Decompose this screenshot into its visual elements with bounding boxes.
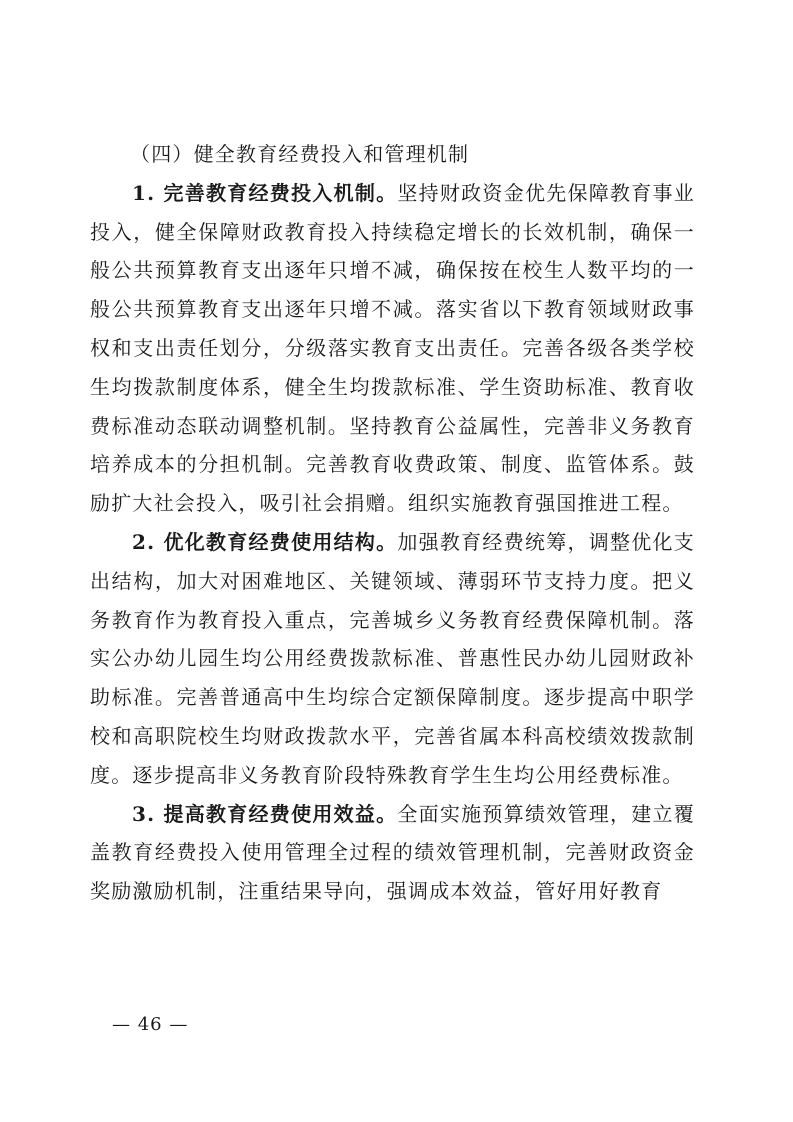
paragraph-1 xyxy=(90,174,695,523)
paragraph-3 xyxy=(90,795,695,911)
paragraph-1-lead: 1. 完善教育经费投入机制。 xyxy=(132,180,398,205)
page-number: — 46 — xyxy=(112,1014,189,1035)
paragraph-2-body: 加强教育经费统筹，调整优化支出结构，加大对困难地区、关键领域、薄弱环节支持力度。把义务教育作为教育投入重点，完善城乡义务教育经费保障机制。落实公办幼儿园生均公用经费拨款标准、普惠性民办幼儿园财政补助标准。完善普通高中生均综合定额保障制度。逐步提高中职学校和高职院校生均财政拨款水平，完善省属本科高校绩效拨款制度。逐步提高非义务教育阶段特殊教育学生生均公用经费标准。 xyxy=(90,529,695,787)
paragraph-2-lead: 2. 优化教育经费使用结构。 xyxy=(132,529,398,554)
paragraph-2 xyxy=(90,523,695,795)
paragraph-3-lead: 3. 提高教育经费使用效益。 xyxy=(132,801,398,826)
section-heading: （四）健全教育经费投入和管理机制 xyxy=(130,142,470,166)
paragraph-1-body: 坚持财政资金优先保障教育事业投入，健全保障财政教育投入持续稳定增长的长效机制，确保一般公共预算教育支出逐年只增不减，确保按在校生人数平均的一般公共预算教育支出逐年只增不减。落实省以下教育领域财政事权和支出责任划分，分级落实教育支出责任。完善各级各类学校生均拨款制度体系，健全生均拨款标准、学生资助标准、教育收费标准动态联动调整机制。坚持教育公益属性，完善非义务教育培养成本的分担机制。完善教育收费政策、制度、监管体系。鼓励扩大社会投入，吸引社会捐赠。组织实施教育强国推进工程。 xyxy=(90,180,695,516)
paragraph-3-body: 全面实施预算绩效管理，建立覆盖教育经费投入使用管理全过程的绩效管理机制，完善财政资金奖励激励机制，注重结果导向，强调成本效益，管好用好教育 xyxy=(90,801,695,904)
document-body xyxy=(90,135,695,911)
